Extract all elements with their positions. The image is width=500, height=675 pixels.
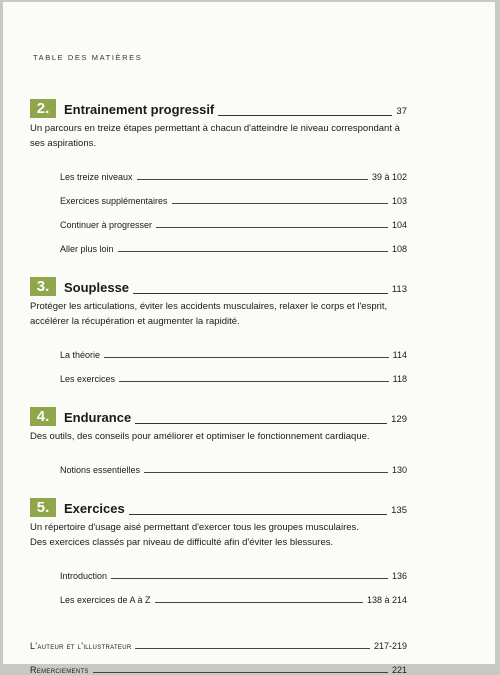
entry-leader-rule xyxy=(118,251,388,252)
entry-leader-rule xyxy=(172,203,388,204)
section-title: Souplesse xyxy=(64,280,130,295)
toc-section xyxy=(30,276,407,384)
toc-entry xyxy=(30,182,407,206)
section-description xyxy=(30,520,407,550)
entry-leader-rule xyxy=(156,227,388,228)
entry-label: Les exercices de A à Z xyxy=(60,595,151,605)
entry-label: Aller plus loin xyxy=(60,244,114,254)
section-description xyxy=(30,121,407,151)
section-page-number: 37 xyxy=(396,106,407,117)
section-heading xyxy=(30,98,407,118)
entry-page-number: 138 à 214 xyxy=(366,595,407,605)
section-number-badge: 4. xyxy=(30,407,56,426)
entry-label: Exercices supplémentaires xyxy=(60,196,168,206)
toc-section xyxy=(30,497,407,605)
toc-entry xyxy=(30,581,407,605)
section-description-line: Un répertoire d'usage aisé permettant d'exercer tous les groupes musculaires. xyxy=(30,522,359,533)
section-leader-rule xyxy=(218,115,392,116)
backmatter-label: L'auteur et l'illustrateur xyxy=(30,641,132,651)
entry-leader-rule xyxy=(144,472,388,473)
section-entries xyxy=(30,336,407,384)
toc-entry xyxy=(30,360,407,384)
backmatter-label: Remerciements xyxy=(30,665,89,675)
entry-page-number: 130 xyxy=(391,465,407,475)
section-title: Entrainement progressif xyxy=(64,102,215,117)
entry-label: Les treize niveaux xyxy=(60,172,133,182)
entry-leader-rule xyxy=(104,357,389,358)
section-description-line: Des exercices classés par niveau de difficulté afin d'éviter les blessures. xyxy=(30,537,334,548)
section-number-badge: 5. xyxy=(30,498,56,517)
section-description-line: Un parcours en treize étapes permettant à chacun d'atteindre le niveau correspondant à ses aspirations. xyxy=(30,123,400,149)
toc-entry xyxy=(30,336,407,360)
entry-label: Continuer à progresser xyxy=(60,220,153,230)
backmatter-entry xyxy=(30,627,407,651)
entry-leader-rule xyxy=(119,381,389,382)
section-leader-rule xyxy=(133,293,388,294)
entry-page-number: 39 à 102 xyxy=(371,172,407,182)
entry-leader-rule xyxy=(111,578,388,579)
section-entries xyxy=(30,451,407,475)
running-head: TABLE DES MATIÈRES xyxy=(33,53,143,62)
backmatter-page-number: 221 xyxy=(391,665,407,675)
toc-page xyxy=(3,2,495,675)
section-description-line: Des outils, des conseils pour améliorer et optimiser le fonctionnement cardiaque. xyxy=(30,431,370,442)
entry-page-number: 103 xyxy=(391,196,407,206)
entry-label: Notions essentielles xyxy=(60,465,141,475)
section-page-number: 129 xyxy=(391,414,407,425)
entry-label: La théorie xyxy=(60,350,101,360)
toc-entry xyxy=(30,557,407,581)
entry-label: Les exercices xyxy=(60,374,116,384)
section-description-line: accélérer la récupération et augmenter la rapidité. xyxy=(30,316,240,327)
section-heading xyxy=(30,497,407,517)
toc-entry xyxy=(30,158,407,182)
entry-page-number: 108 xyxy=(391,244,407,254)
section-number-badge: 2. xyxy=(30,99,56,118)
section-page-number: 135 xyxy=(391,505,407,516)
toc-entry xyxy=(30,206,407,230)
section-description-line: Protéger les articulations, éviter les accidents musculaires, relaxer le corps et l'esprit, xyxy=(30,301,388,312)
entry-label: Introduction xyxy=(60,571,108,581)
section-heading xyxy=(30,406,407,426)
toc-section xyxy=(30,406,407,475)
entry-leader-rule xyxy=(155,602,363,603)
entry-leader-rule xyxy=(137,179,368,180)
section-leader-rule xyxy=(135,423,387,424)
section-entries xyxy=(30,158,407,254)
section-leader-rule xyxy=(129,514,387,515)
backmatter-entry xyxy=(30,651,407,675)
toc-entry xyxy=(30,451,407,475)
section-title: Endurance xyxy=(64,410,132,425)
entry-page-number: 118 xyxy=(392,374,407,384)
section-entries xyxy=(30,557,407,605)
entry-page-number: 104 xyxy=(391,220,407,230)
entry-leader-rule xyxy=(135,648,369,649)
entry-page-number: 114 xyxy=(392,350,407,360)
section-description xyxy=(30,299,407,329)
backmatter-page-number: 217-219 xyxy=(373,641,407,651)
section-heading xyxy=(30,276,407,296)
section-page-number: 113 xyxy=(391,284,407,295)
entry-page-number: 136 xyxy=(391,571,407,581)
section-title: Exercices xyxy=(64,501,125,516)
section-description xyxy=(30,429,407,444)
table-of-contents xyxy=(30,98,407,675)
toc-section xyxy=(30,98,407,254)
section-number-badge: 3. xyxy=(30,277,56,296)
toc-entry xyxy=(30,230,407,254)
entry-leader-rule xyxy=(93,672,388,673)
